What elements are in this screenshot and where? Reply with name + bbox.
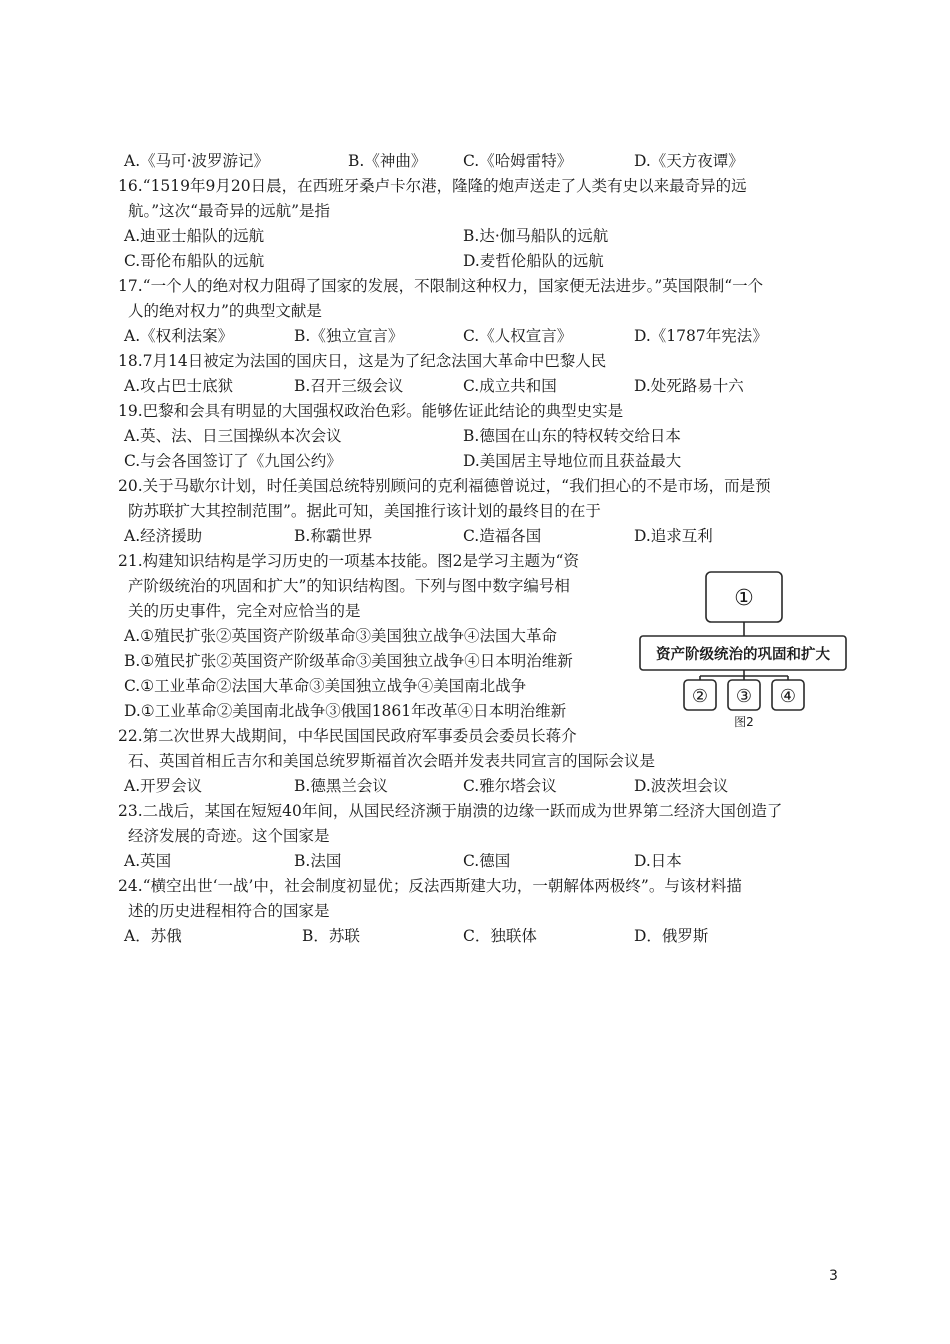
q18-option-a: A.攻占巴士底狱	[124, 377, 234, 395]
q17-stem-line-1: 17.“一个人的绝对权力阻碍了国家的发展，不限制这种权力，国家便无法进步。”英国限制“一个	[118, 277, 764, 295]
q19-stem-line-1: 19.巴黎和会具有明显的大国强权政治色彩。能够佐证此结论的典型史实是	[118, 402, 624, 420]
page-number: 3	[829, 1268, 838, 1284]
q16-option-c: C.哥伦布船队的远航	[124, 252, 265, 270]
q22-option-b: B.德黑兰会议	[294, 777, 388, 795]
knowledge-structure-figure	[638, 566, 850, 730]
figure-center-label: 资产阶级统治的巩固和扩大	[656, 647, 830, 663]
q21-option-c: C.①工业革命②法国大革命③美国独立战争④美国南北战争	[124, 677, 527, 695]
q22-option-a: A.开罗会议	[124, 777, 203, 795]
q22-stem-line-2: 石、英国首相丘吉尔和美国总统罗斯福首次会晤并发表共同宣言的国际会议是	[128, 752, 656, 770]
q15-option-c: C.《哈姆雷特》	[463, 152, 573, 170]
q20-option-d: D.追求互利	[634, 527, 713, 545]
q20-stem-line-1: 20.关于马歇尔计划，时任美国总统特别顾问的克利福德曾说过，“我们担心的不是市场，而是预	[118, 477, 771, 495]
q19-option-c: C.与会各国签订了《九国公约》	[124, 452, 342, 470]
q16-option-a: A.迪亚士船队的远航	[124, 227, 265, 245]
q20-option-a: A.经济援助	[124, 527, 203, 545]
q24-option-d: D．俄罗斯	[634, 927, 709, 945]
q23-option-c: C.德国	[463, 852, 511, 870]
q17-option-a: A.《权利法案》	[124, 327, 234, 345]
q22-option-c: C.雅尔塔会议	[463, 777, 557, 795]
q24-stem-line-1: 24.“横空出世‘一战’中，社会制度初显优；反法西斯建大功，一朝解体两极终”。与该材料描	[118, 877, 742, 895]
q16-option-d: D.麦哲伦船队的远航	[463, 252, 604, 270]
q24-stem-line-2: 述的历史进程相符合的国家是	[128, 902, 330, 920]
q15-option-d: D.《天方夜谭》	[634, 152, 744, 170]
q21-stem-line-2: 产阶级统治的巩固和扩大”的知识结构图。下列与图中数字编号相	[128, 577, 570, 595]
q19-option-d: D.美国居主导地位而且获益最大	[463, 452, 682, 470]
figure-bottom-label-1: ②	[691, 686, 709, 707]
q15-option-a: A.《马可·波罗游记》	[124, 152, 270, 170]
q23-stem-line-1: 23.二战后，某国在短短40年间，从国民经济濒于崩溃的边缘一跃而成为世界第二经济大国创造了	[118, 802, 783, 820]
q22-stem-line-1: 22.第二次世界大战期间，中华民国国民政府军事委员会委员长蒋介	[118, 727, 577, 745]
q15-option-b: B.《神曲》	[348, 152, 427, 170]
q24-option-c: C．独联体	[463, 927, 537, 945]
q20-stem-line-2: 防苏联扩大其控制范围”。据此可知，美国推行该计划的最终目的在于	[128, 502, 601, 520]
q22-option-d: D.波茨坦会议	[634, 777, 729, 795]
figure-bottom-label-2: ③	[735, 686, 753, 707]
q21-stem-line-1: 21.构建知识结构是学习历史的一项基本技能。图2是学习主题为“资	[118, 552, 579, 570]
q23-stem-line-2: 经济发展的奇迹。这个国家是	[128, 827, 330, 845]
q19-option-b: B.德国在山东的特权转交给日本	[463, 427, 681, 445]
q20-option-c: C.造福各国	[463, 527, 542, 545]
q23-option-a: A.英国	[124, 852, 172, 870]
q16-stem-line-1: 16.“1519年9月20日晨，在西班牙桑卢卡尔港，隆隆的炮声送走了人类有史以来最奇异的远	[118, 177, 747, 195]
q18-option-d: D.处死路易十六	[634, 377, 744, 395]
q18-stem-line-1: 18.7月14日被定为法国的国庆日，这是为了纪念法国大革命中巴黎人民	[118, 352, 607, 370]
q19-option-a: A.英、法、日三国操纵本次会议	[124, 427, 342, 445]
q17-option-b: B.《独立宣言》	[294, 327, 404, 345]
q16-option-b: B.达·伽马船队的远航	[463, 227, 609, 245]
q20-option-b: B.称霸世界	[294, 527, 373, 545]
q18-option-b: B.召开三级会议	[294, 377, 404, 395]
q24-option-b: B．苏联	[302, 927, 360, 945]
q16-stem-line-2: 航。”这次“最奇异的远航”是指	[128, 202, 331, 220]
q18-option-c: C.成立共和国	[463, 377, 557, 395]
q17-option-c: C.《人权宣言》	[463, 327, 573, 345]
q21-option-a: A.①殖民扩张②英国资产阶级革命③美国独立战争④法国大革命	[124, 627, 558, 645]
q23-option-b: B.法国	[294, 852, 342, 870]
q21-option-d: D.①工业革命②美国南北战争③俄国1861年改革④日本明治维新	[124, 702, 567, 720]
q17-stem-line-2: 人的绝对权力”的典型文献是	[128, 302, 322, 320]
figure-top-label: ①	[734, 586, 754, 611]
figure-bottom-label-3: ④	[779, 686, 797, 707]
q17-option-d: D.《1787年宪法》	[634, 327, 768, 345]
q23-option-d: D.日本	[634, 852, 682, 870]
q21-stem-line-3: 关的历史事件，完全对应恰当的是	[128, 602, 361, 620]
figure-caption: 图2	[734, 715, 754, 729]
q21-option-b: B.①殖民扩张②英国资产阶级革命③美国独立战争④日本明治维新	[124, 652, 573, 670]
q24-option-a: A．苏俄	[124, 927, 182, 945]
